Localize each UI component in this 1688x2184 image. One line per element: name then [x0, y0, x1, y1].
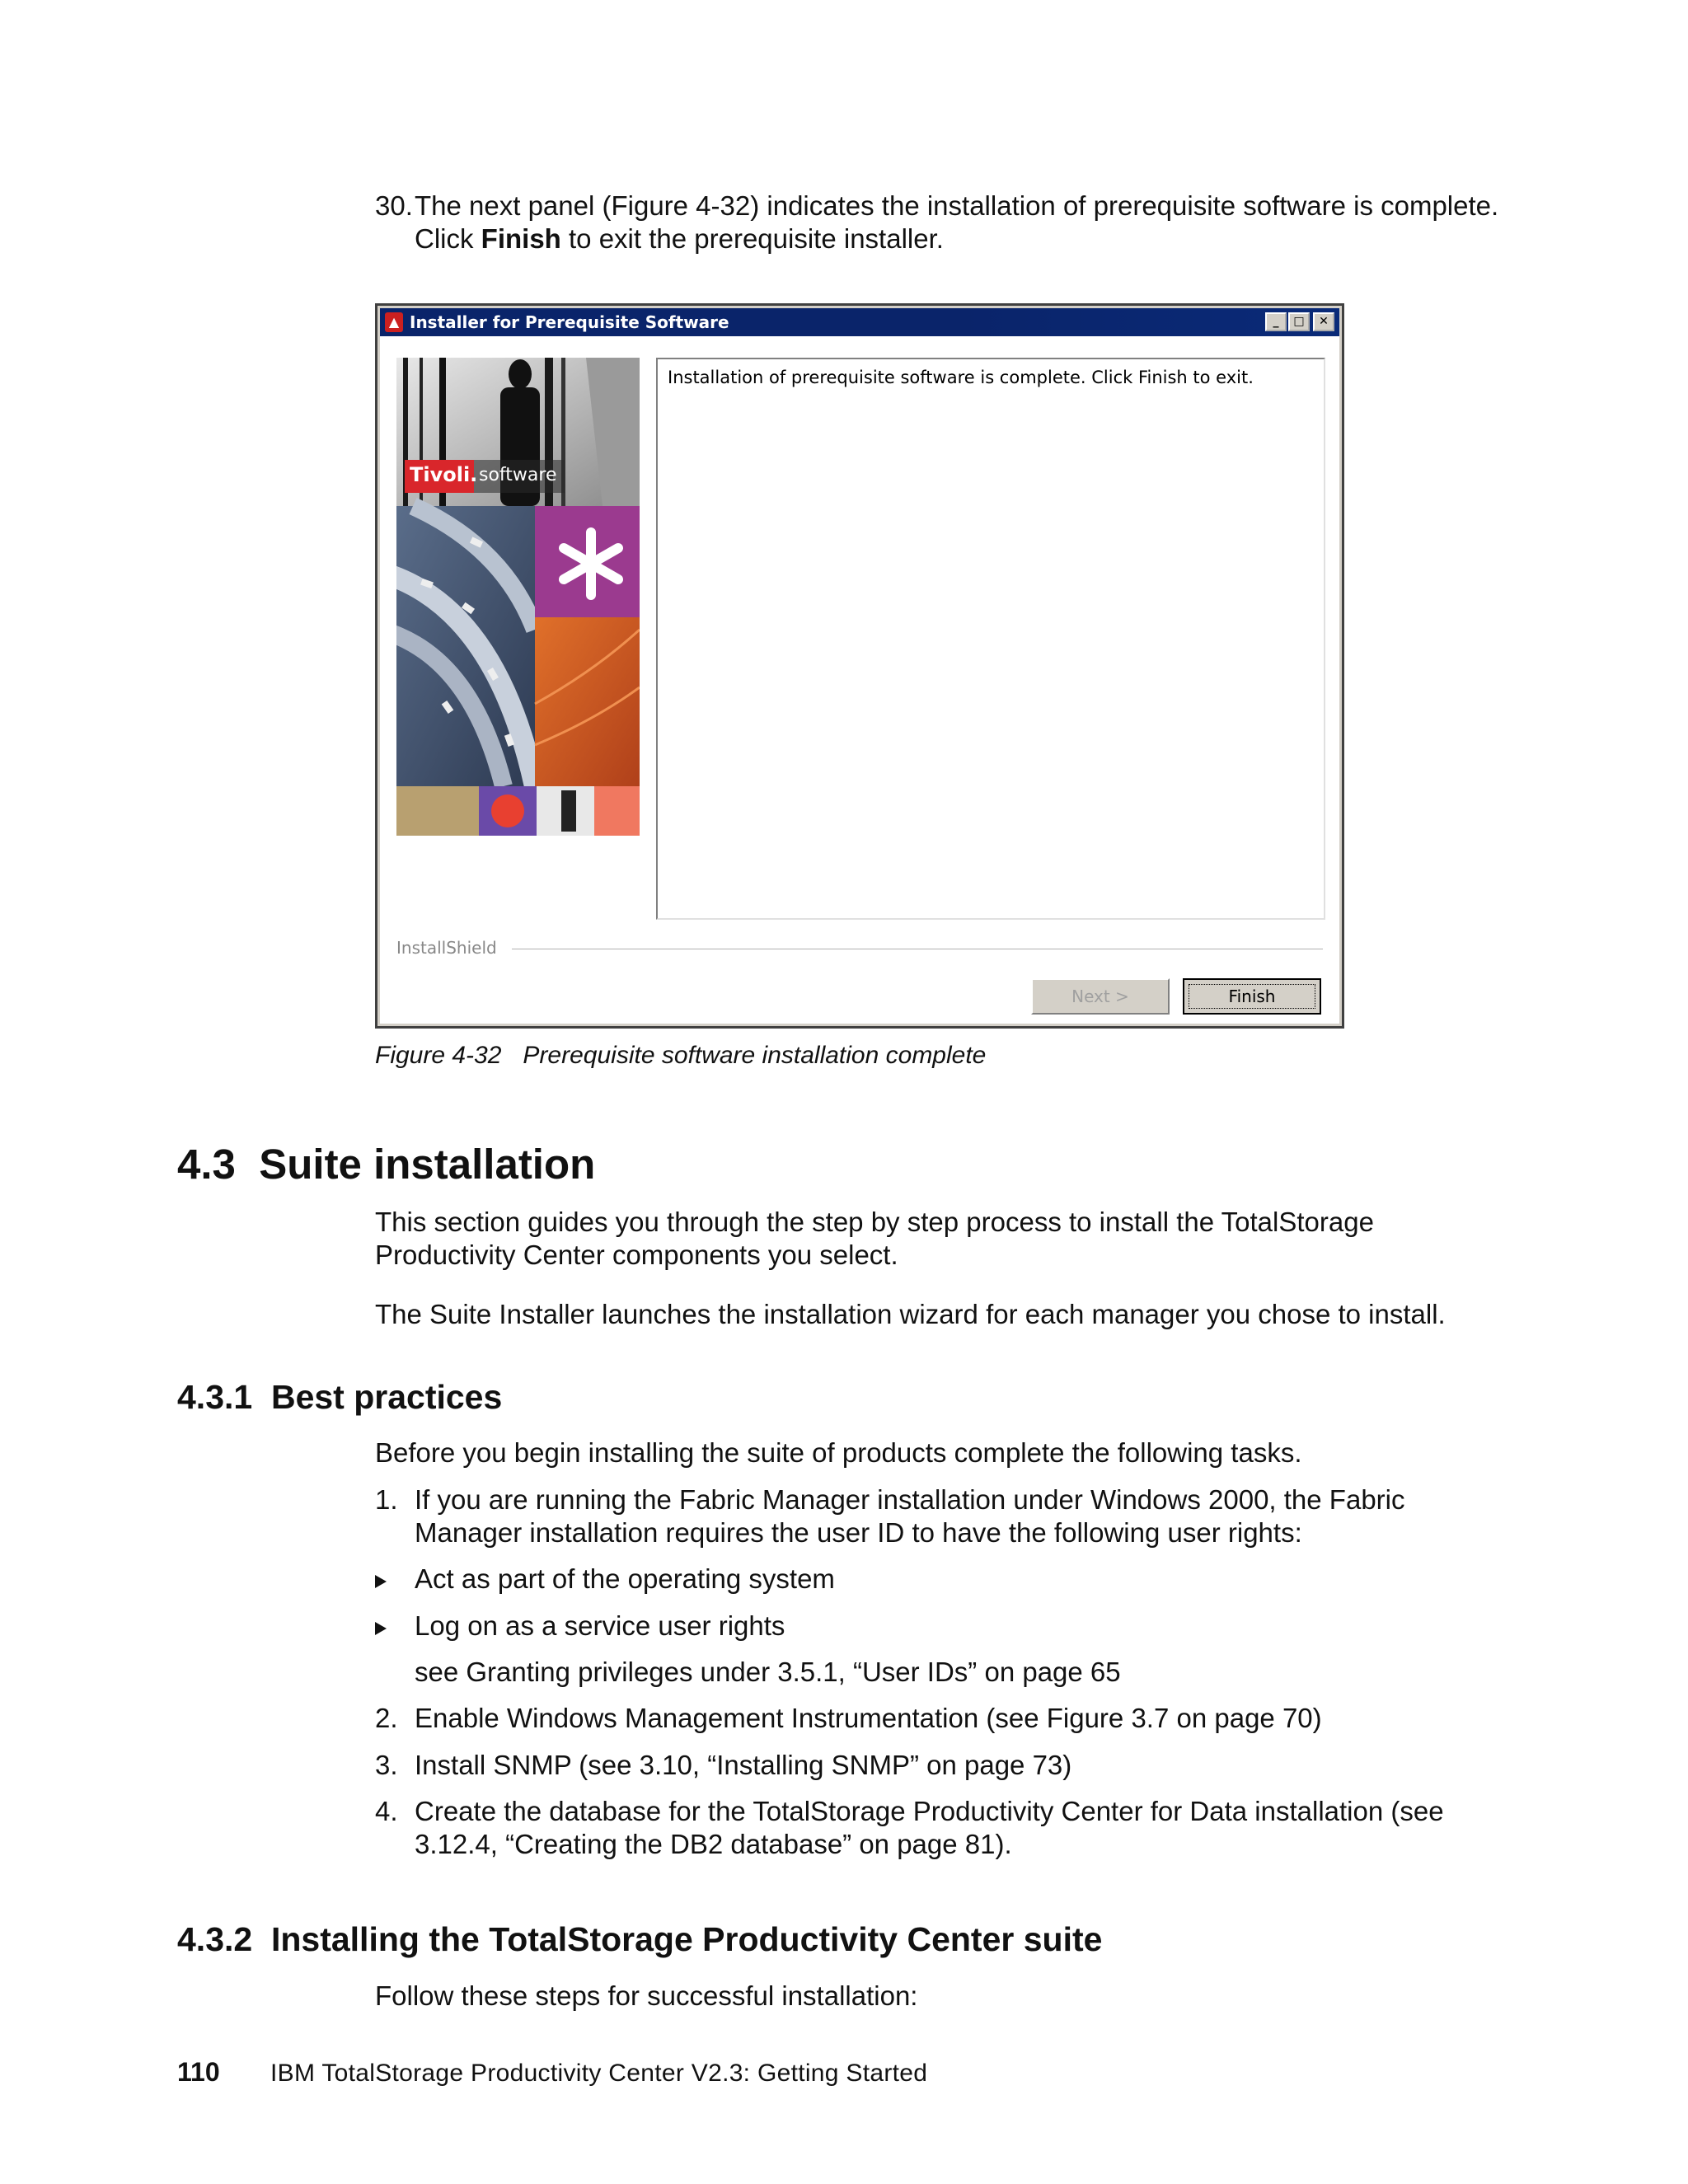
maximize-icon[interactable]: □	[1288, 312, 1310, 331]
book-title: IBM TotalStorage Productivity Center V2.3: Getting Started	[270, 2060, 928, 2087]
list-item-1-text	[415, 1483, 1527, 1549]
minimize-icon[interactable]: _	[1265, 312, 1287, 331]
bullet-2-text: Log on as a service user rights	[415, 1610, 785, 1641]
bullet-arrow-icon	[375, 1610, 387, 1643]
step-number: 30.	[375, 190, 413, 221]
tivoli-banner-image	[396, 358, 640, 836]
installshield-divider	[512, 949, 1323, 950]
section-4-3-para1	[375, 1206, 1529, 1272]
banner-artwork	[396, 358, 640, 836]
figure-title: Prerequisite software installation complete	[523, 1042, 987, 1069]
item1-line2: Manager installation requires the user ID to have the following user rights:	[415, 1517, 1302, 1548]
item1-line1: If you are running the Fabric Manager installation under Windows 2000, the Fabric	[415, 1484, 1405, 1515]
finish-button[interactable]	[1183, 978, 1321, 1015]
installing-intro: Follow these steps for successful installation:	[375, 1980, 918, 2011]
list-item-4-text	[415, 1795, 1527, 1861]
para1-line2: Productivity Center components you select.	[375, 1240, 898, 1270]
step-text-post: to exit the prerequisite installer.	[560, 223, 944, 254]
dialog-body	[380, 308, 1339, 1024]
list-number: 1.	[375, 1484, 398, 1515]
tivoli-logo-text: Tivoli.	[410, 463, 478, 486]
list-item-3-text: Install SNMP (see 3.10, “Installing SNMP” on page 73)	[415, 1750, 1072, 1780]
step-text	[415, 190, 1527, 255]
finish-button-label: Finish	[1228, 987, 1276, 1006]
installer-dialog	[375, 303, 1344, 1029]
finish-focus-ring	[1189, 984, 1315, 1009]
list-number: 2.	[375, 1703, 398, 1733]
heading-4-3: 4.3 Suite installation	[177, 1141, 596, 1188]
completion-message: Installation of prerequisite software is complete. Click Finish to exit.	[668, 368, 1254, 387]
list-number: 4.	[375, 1796, 398, 1826]
dialog-titlebar[interactable]	[380, 308, 1339, 336]
item4-line2: 3.12.4, “Creating the DB2 database” on page 81).	[415, 1829, 1012, 1859]
best-practices-intro: Before you begin installing the suite of products complete the following tasks.	[375, 1437, 1302, 1468]
step-text-line2	[415, 223, 1527, 255]
para1-line1: This section guides you through the step by step process to install the TotalStorage	[375, 1207, 1374, 1237]
page-number: 110	[177, 2057, 220, 2087]
installshield-label: InstallShield	[396, 938, 497, 958]
item4-line1: Create the database for the TotalStorage Productivity Center for Data installation (see	[415, 1796, 1444, 1826]
heading-4-3-1: 4.3.1 Best practices	[177, 1378, 503, 1416]
bullet-arrow-icon	[375, 1563, 387, 1596]
bullet-1-text: Act as part of the operating system	[415, 1563, 835, 1594]
step-text-line1: The next panel (Figure 4-32) indicates the installation of prerequisite software is complete.	[415, 190, 1499, 221]
message-panel	[656, 358, 1325, 920]
close-icon[interactable]: ✕	[1313, 312, 1334, 331]
section-4-3-para2: The Suite Installer launches the installation wizard for each manager you chose to install.	[375, 1299, 1446, 1329]
next-button[interactable]: Next >	[1031, 978, 1170, 1015]
list-item-2-text: Enable Windows Management Instrumentation (see Figure 3.7 on page 70)	[415, 1703, 1322, 1733]
dialog-title: Installer for Prerequisite Software	[410, 312, 729, 332]
app-icon: ▲	[385, 312, 403, 332]
figure-number: Figure 4-32	[375, 1042, 502, 1069]
tivoli-logo-suffix: software	[479, 465, 557, 485]
figure-caption	[375, 1042, 986, 1070]
step-text-bold-finish: Finish	[481, 223, 561, 254]
see-line-text: see Granting privileges under 3.5.1, “User IDs” on page 65	[415, 1657, 1121, 1687]
heading-4-3-2: 4.3.2 Installing the TotalStorage Productivity Center suite	[177, 1920, 1103, 1958]
list-number: 3.	[375, 1750, 398, 1780]
step-text-pre: Click	[415, 223, 481, 254]
